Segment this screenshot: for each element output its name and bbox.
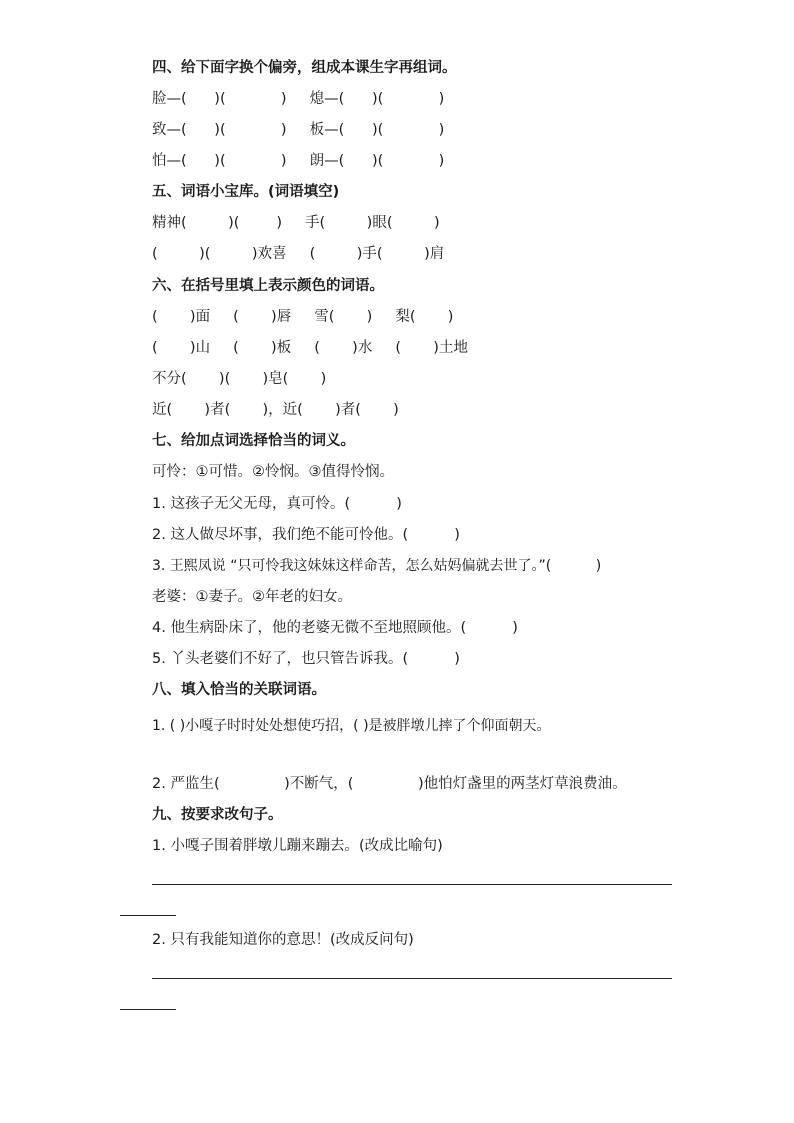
answer-line-continuation[interactable] [120, 915, 176, 916]
section-4-heading: 四、给下面字换个偏旁，组成本课生字再组词。 [152, 60, 457, 76]
section-4-row-3: 怕—( )( ) 朗—( )( ) [152, 153, 445, 169]
section-6-row-2: ( )山 ( )板 ( )水 ( )土地 [152, 340, 468, 356]
answer-line[interactable] [152, 884, 672, 885]
section-6-heading: 六、在括号里填上表示颜色的词语。 [152, 278, 384, 294]
section-7-item-3: 3. 王熙凤说 “只可怜我这妹妹这样命苦，怎么姑妈偏就去世了。”( ) [152, 558, 602, 574]
section-5-heading: 五、词语小宝库。(词语填空) [152, 184, 340, 200]
section-7-heading: 七、给加点词选择恰当的词义。 [152, 433, 355, 449]
answer-line[interactable] [152, 978, 672, 979]
section-7-item-2: 2. 这人做尽坏事，我们绝不能可怜他。( ) [152, 527, 460, 543]
section-5-row-1: 精神( )( ) 手( )眼( ) [152, 215, 440, 231]
section-8-heading: 八、填入恰当的关联词语。 [152, 682, 326, 698]
section-7-item-4: 4. 他生病卧床了，他的老婆无微不至地照顾他。( ) [152, 620, 518, 636]
section-7-definition-2: 老婆：①妻子。②年老的妇女。 [152, 589, 352, 605]
section-8-item-2: 2. 严监生( )不断气，( )他怕灯盏里的两茎灯草浪费油。 [152, 776, 627, 792]
section-9-item-1: 1. 小嘎子围着胖墩儿蹦来蹦去。(改成比喻句) [152, 838, 443, 854]
section-4-row-1: 脸—( )( ) 熄—( )( ) [152, 91, 445, 107]
section-6-row-1: ( )面 ( )唇 雪( ) 梨( ) [152, 309, 454, 325]
section-6-row-4: 近( )者( )，近( )者( ) [152, 402, 399, 418]
answer-line-continuation[interactable] [120, 1009, 176, 1010]
section-4-row-2: 致—( )( ) 板—( )( ) [152, 122, 445, 138]
section-7-definition-1: 可怜：①可惜。②怜悯。③值得怜悯。 [152, 464, 394, 480]
section-9-item-2: 2. 只有我能知道你的意思！(改成反问句) [152, 932, 414, 948]
section-9-heading: 九、按要求改句子。 [152, 807, 283, 823]
section-7-item-5: 5. 丫头老婆们不好了，也只管告诉我。( ) [152, 651, 460, 667]
section-8-item-1: 1. ( )小嘎子时时处处想使巧招，( )是被胖墩儿摔了个仰面朝天。 [152, 718, 551, 734]
section-5-row-2: ( )( )欢喜 ( )手( )肩 [152, 246, 445, 262]
section-6-row-3: 不分( )( )皂( ) [152, 371, 327, 387]
section-7-item-1: 1. 这孩子无父无母，真可怜。( ) [152, 496, 402, 512]
